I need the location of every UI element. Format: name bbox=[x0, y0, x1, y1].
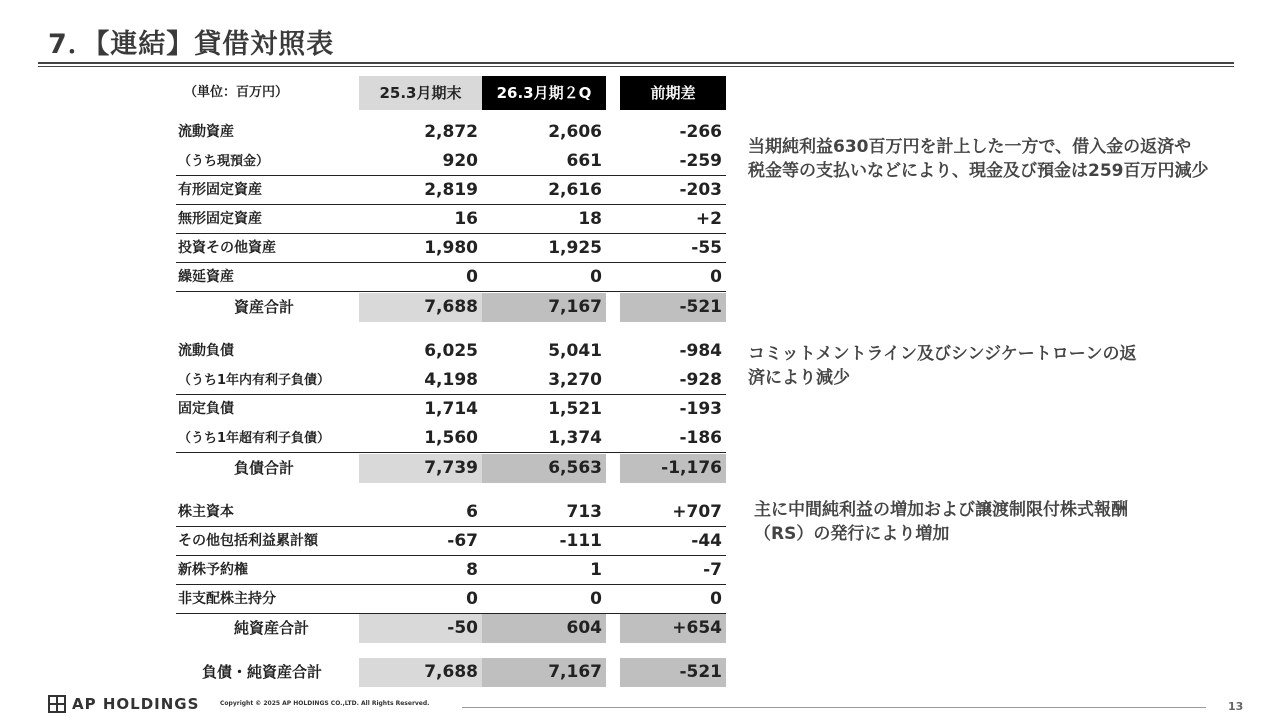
page-title: 7．【連結】貸借対照表 bbox=[48, 29, 335, 60]
row-label: 繰延資産 bbox=[178, 269, 234, 285]
row-label: 有形固定資産 bbox=[178, 182, 262, 198]
value-diff: -55 bbox=[691, 238, 722, 258]
row-label: 流動負債 bbox=[178, 343, 234, 359]
value-prev: 1,714 bbox=[424, 399, 478, 419]
row-label: その他包括利益累計額 bbox=[178, 533, 318, 549]
value-current: 1,925 bbox=[548, 238, 602, 258]
page-number: 13 bbox=[1228, 700, 1244, 713]
value-current: 2,616 bbox=[548, 180, 602, 200]
value-prev: 0 bbox=[466, 589, 478, 609]
value-diff: +707 bbox=[672, 502, 722, 522]
note-equity-line2: （RS）の発行により増加 bbox=[754, 524, 950, 544]
table-row bbox=[176, 176, 726, 205]
value-current: 7,167 bbox=[482, 658, 606, 687]
value-prev: 7,688 bbox=[359, 293, 482, 322]
note-equity-line1: 主に中間純利益の増加および譲渡制限付株式報酬 bbox=[754, 500, 1128, 520]
value-diff: +2 bbox=[695, 209, 722, 229]
table-row bbox=[176, 205, 726, 234]
value-current: 0 bbox=[590, 589, 602, 609]
title-rule bbox=[38, 62, 1234, 64]
value-diff: -186 bbox=[679, 428, 722, 448]
table-row-total-assets bbox=[176, 293, 726, 322]
table-row bbox=[176, 263, 726, 292]
value-prev: 8 bbox=[466, 560, 478, 580]
table-row bbox=[176, 585, 726, 614]
value-prev: 1,980 bbox=[424, 238, 478, 258]
value-diff: -521 bbox=[620, 293, 726, 322]
value-diff: -193 bbox=[679, 399, 722, 419]
table-row bbox=[176, 527, 726, 556]
value-current: 1,374 bbox=[548, 428, 602, 448]
row-label: 新株予約権 bbox=[178, 562, 248, 578]
table-row bbox=[176, 366, 726, 395]
column-header-diff: 前期差 bbox=[620, 76, 726, 110]
table-row-total-liabilities bbox=[176, 454, 726, 483]
note-liabilities-line2: 済により減少 bbox=[748, 368, 850, 388]
value-prev: 2,872 bbox=[424, 122, 478, 142]
row-label: （うち1年内有利子負債） bbox=[178, 373, 331, 388]
logo-mark-icon bbox=[48, 695, 66, 713]
value-current: 6,563 bbox=[482, 454, 606, 483]
value-prev: 6 bbox=[466, 502, 478, 522]
value-diff: -203 bbox=[679, 180, 722, 200]
row-label: 資産合計 bbox=[234, 298, 295, 316]
row-label: 無形固定資産 bbox=[178, 211, 262, 227]
value-diff: -521 bbox=[620, 658, 726, 687]
value-diff: -984 bbox=[679, 341, 722, 361]
note-liabilities-line1: コミットメントライン及びシンジケートローンの返 bbox=[748, 344, 1137, 364]
value-current: 2,606 bbox=[548, 122, 602, 142]
value-diff: -44 bbox=[691, 531, 722, 551]
value-prev: 4,198 bbox=[424, 370, 478, 390]
value-diff: -1,176 bbox=[620, 454, 726, 483]
value-prev: -50 bbox=[359, 614, 482, 643]
note-equity bbox=[754, 498, 1128, 546]
row-label: （うち1年超有利子負債） bbox=[178, 431, 331, 446]
value-diff: -928 bbox=[679, 370, 722, 390]
row-label: （うち現預金） bbox=[178, 154, 270, 169]
value-prev: 7,688 bbox=[359, 658, 482, 687]
value-prev: 2,819 bbox=[424, 180, 478, 200]
title-rule-thin bbox=[38, 66, 1234, 67]
table-row-grand-total bbox=[176, 658, 726, 687]
row-label: 株主資本 bbox=[178, 504, 234, 520]
value-diff: -266 bbox=[679, 122, 722, 142]
company-logo bbox=[48, 695, 199, 713]
note-assets-line2: 税金等の支払いなどにより、現金及び預金は259百万円減少 bbox=[748, 161, 1209, 181]
table-row bbox=[176, 424, 726, 453]
note-assets-line1: 当期純利益630百万円を計上した一方で、借入金の返済や bbox=[748, 137, 1192, 157]
unit-label: （単位：百万円） bbox=[184, 85, 289, 100]
value-diff: 0 bbox=[710, 267, 722, 287]
table-row bbox=[176, 118, 726, 147]
value-diff: +654 bbox=[620, 614, 726, 643]
value-current: 1 bbox=[590, 560, 602, 580]
table-row bbox=[176, 337, 726, 366]
value-prev: 16 bbox=[454, 209, 478, 229]
table-row bbox=[176, 556, 726, 585]
note-assets bbox=[748, 135, 1209, 183]
value-current: 661 bbox=[566, 151, 602, 171]
row-label: 投資その他資産 bbox=[178, 240, 276, 256]
row-label: 負債・純資産合計 bbox=[202, 663, 323, 681]
logo-text: AP HOLDINGS bbox=[72, 695, 200, 713]
row-label: 固定負債 bbox=[178, 401, 234, 417]
copyright: Copyright © 2025 AP HOLDINGS CO.,LTD. All Rights Reserved. bbox=[220, 700, 430, 707]
value-current: 604 bbox=[482, 614, 606, 643]
row-label: 流動資産 bbox=[178, 124, 234, 140]
footer-rule bbox=[462, 707, 1206, 708]
column-header-prev-year: 25.3月期末 bbox=[359, 76, 482, 110]
column-header-current: 26.3月期２Q bbox=[482, 76, 606, 110]
value-current: 1,521 bbox=[548, 399, 602, 419]
table-row bbox=[176, 395, 726, 424]
table-row bbox=[176, 147, 726, 176]
value-prev: 7,739 bbox=[359, 454, 482, 483]
value-diff: -7 bbox=[703, 560, 722, 580]
value-current: 5,041 bbox=[548, 341, 602, 361]
table-row-total-net-assets bbox=[176, 614, 726, 643]
row-label: 負債合計 bbox=[234, 459, 295, 477]
value-current: -111 bbox=[559, 531, 602, 551]
value-current: 0 bbox=[590, 267, 602, 287]
value-diff: 0 bbox=[710, 589, 722, 609]
value-current: 713 bbox=[566, 502, 602, 522]
row-label: 純資産合計 bbox=[234, 619, 310, 637]
value-prev: -67 bbox=[447, 531, 478, 551]
value-prev: 920 bbox=[442, 151, 478, 171]
value-current: 7,167 bbox=[482, 293, 606, 322]
value-prev: 6,025 bbox=[424, 341, 478, 361]
value-prev: 1,560 bbox=[424, 428, 478, 448]
note-liabilities bbox=[748, 342, 1136, 390]
value-prev: 0 bbox=[466, 267, 478, 287]
table-row bbox=[176, 498, 726, 527]
value-diff: -259 bbox=[679, 151, 722, 171]
value-current: 3,270 bbox=[548, 370, 602, 390]
row-label: 非支配株主持分 bbox=[178, 591, 276, 607]
value-current: 18 bbox=[578, 209, 602, 229]
table-row bbox=[176, 234, 726, 263]
